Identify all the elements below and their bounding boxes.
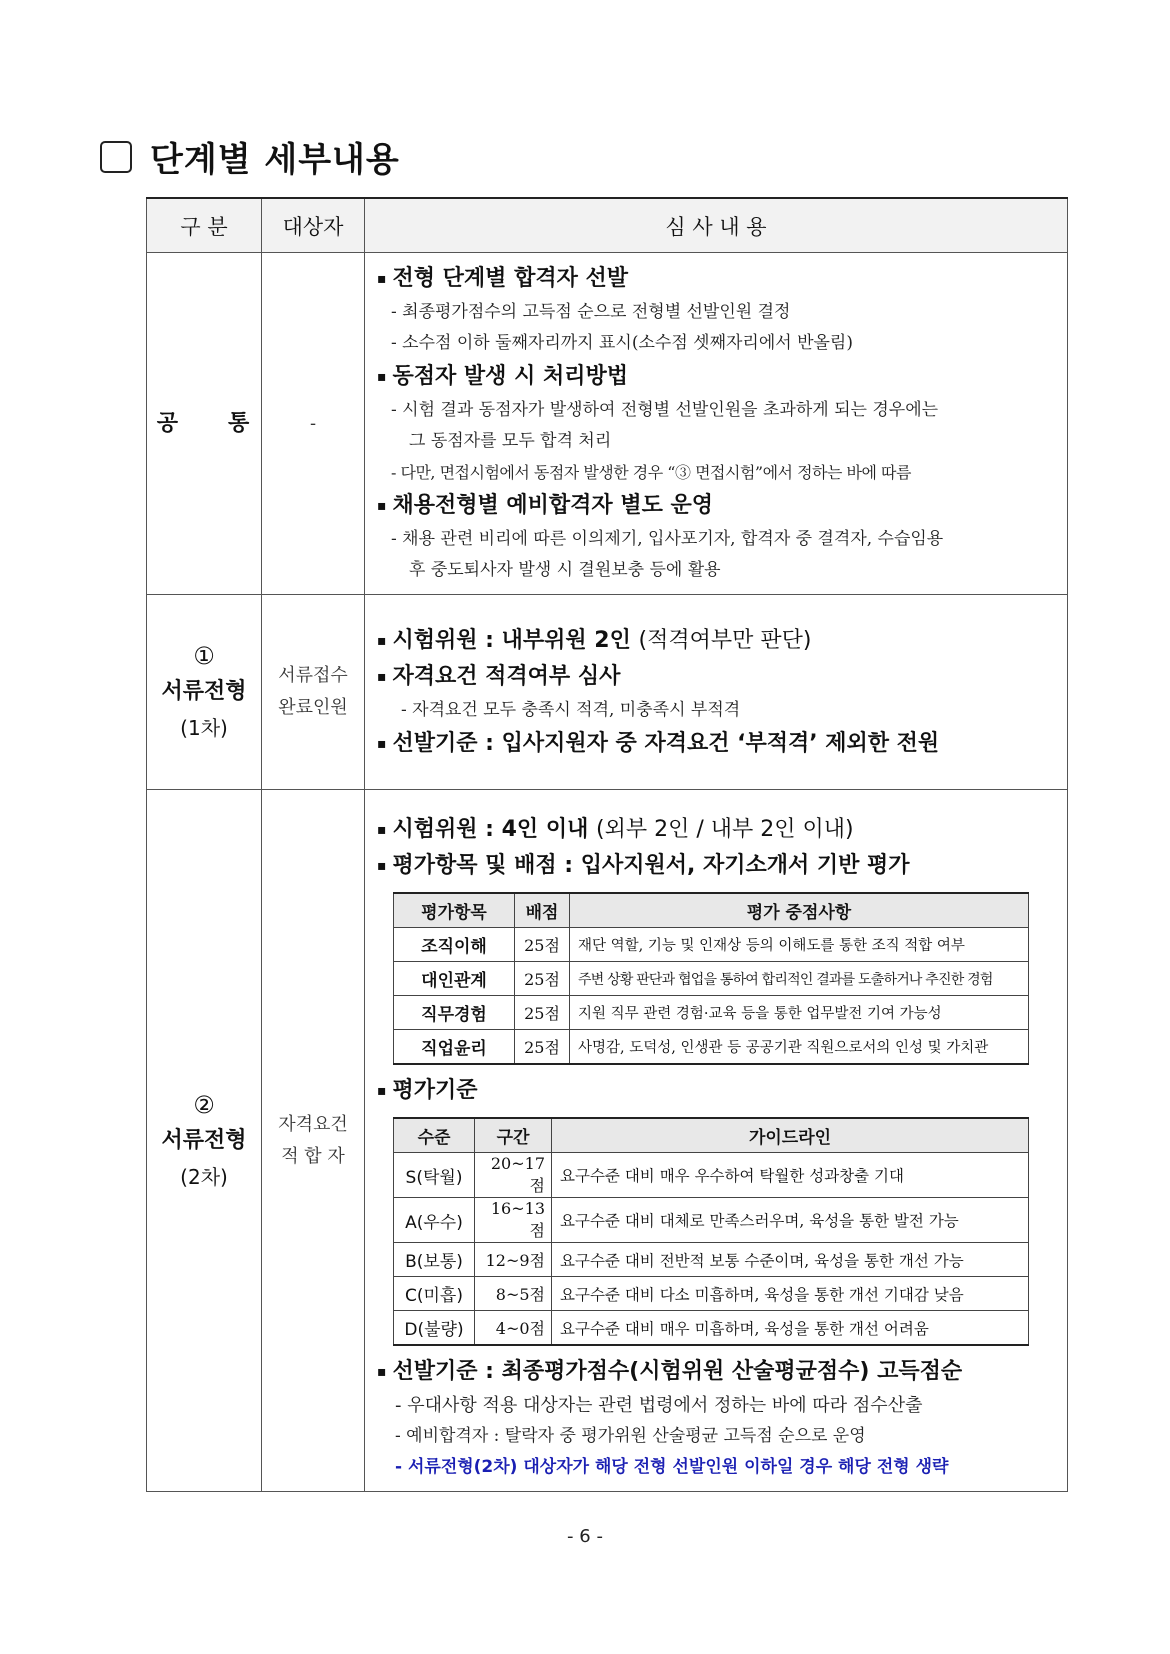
header-eval-score: 배점: [515, 893, 570, 928]
category-cell: [147, 790, 262, 1492]
bullet-heading: ▪ 선발기준 : 최종평가점수(시험위원 산술평균점수) 고득점순: [377, 1354, 1061, 1390]
eval-focus: 재단 역할, 기능 및 인재상 등의 이해도를 통한 조직 적합 여부: [570, 928, 1029, 962]
eval-focus: 사명감, 도덕성, 인생관 등 공공기관 직원으로서의 인성 및 가치관: [570, 1030, 1029, 1065]
table-row-common: [147, 253, 1068, 595]
dash-item-continued: 그 동점자를 모두 합격 처리: [409, 431, 612, 451]
criteria-level: A(우수): [394, 1198, 475, 1243]
criteria-guideline: 요구수준 대비 전반적 보통 수준이며, 육성을 통한 개선 가능: [552, 1243, 1029, 1277]
content-cell: [365, 790, 1068, 1492]
header-category: 구 분: [147, 198, 262, 253]
criteria-level: S(탁월): [394, 1153, 475, 1198]
header-range: 구간: [475, 1118, 552, 1153]
eval-item: 직업윤리: [394, 1030, 515, 1065]
eval-item: 대인관계: [394, 962, 515, 996]
target-line: 자격요건: [278, 1113, 348, 1135]
title-text: 단계별 세부내용: [150, 140, 400, 180]
table-row: [394, 996, 1029, 1030]
eval-item: 직무경험: [394, 996, 515, 1030]
table-header-row: [147, 198, 1068, 253]
bullet-heading: ▪ 시험위원 : 내부위원 2인 (적격여부만 판단): [377, 623, 1061, 659]
content-cell: [365, 253, 1068, 595]
bullet-heading: ▪ 전형 단계별 합격자 선발: [377, 261, 1061, 297]
page-title: [100, 132, 400, 181]
criteria-level: D(불량): [394, 1311, 475, 1346]
target-label: -: [309, 412, 317, 434]
eval-focus: 지원 직무 관련 경험·교육 등을 통한 업무발전 기여 가능성: [570, 996, 1029, 1030]
header-guideline: 가이드라인: [552, 1118, 1029, 1153]
category-sub: (1차): [180, 716, 228, 740]
criteria-range: 4~0점: [475, 1311, 552, 1346]
dash-item-continued: 후 중도퇴사자 발생 시 결원보충 등에 활용: [409, 560, 721, 580]
criteria-guideline: 요구수준 대비 대체로 만족스러우며, 육성을 통한 발전 가능: [552, 1198, 1029, 1243]
bullet-heading: ▪ 선발기준 : 입사지원자 중 자격요건 ‘부적격’ 제외한 전원: [377, 726, 1061, 762]
evaluation-criteria-table: [393, 1117, 1029, 1346]
eval-item: 조직이해: [394, 928, 515, 962]
bullet-heading: ▪ 시험위원 : 4인 이내 (외부 2인 / 내부 2인 이내): [377, 812, 1061, 848]
category-cell: [147, 595, 262, 790]
dash-item: - 다만, 면접시험에서 동점자 발생한 경우 “③ 면접시험”에서 정하는 바에 따름: [391, 463, 911, 482]
criteria-guideline: 요구수준 대비 매우 우수하여 탁월한 성과창출 기대: [552, 1153, 1029, 1198]
bullet-heading: ▪ 채용전형별 예비합격자 별도 운영: [377, 488, 1061, 524]
eval-score: 25점: [515, 996, 570, 1030]
category-sub: (2차): [180, 1164, 228, 1189]
category-label: 공 통: [156, 410, 252, 436]
header-target: 대상자: [262, 198, 365, 253]
inner-header-row: [394, 1118, 1029, 1153]
circled-number-2: ②: [193, 1090, 215, 1119]
bullet-heading: ▪ 평가기준: [377, 1073, 1061, 1109]
table-row: [394, 928, 1029, 962]
table-row: [394, 1153, 1029, 1198]
target-line: 완료인원: [278, 697, 348, 718]
dash-item: - 최종평가점수의 고득점 순으로 전형별 선발인원 결정: [391, 302, 791, 322]
target-cell: [262, 790, 365, 1492]
criteria-range: 16~13점: [475, 1198, 552, 1243]
checkbox-square-icon: [100, 141, 132, 173]
content-cell: [365, 595, 1068, 790]
category-cell: [147, 253, 262, 595]
note-blue: - 서류전형(2차) 대상자가 해당 전형 선발인원 이하일 경우 해당 전형 생략: [395, 1457, 949, 1477]
header-eval-item: 평가항목: [394, 893, 515, 928]
criteria-level: C(미흡): [394, 1277, 475, 1311]
evaluation-items-table: [393, 892, 1029, 1065]
bullet-heading: ▪ 자격요건 적격여부 심사: [377, 659, 1061, 695]
dash-item: - 자격요건 모두 충족시 적격, 미충족시 부적격: [401, 699, 741, 720]
dash-item: - 시험 결과 동점자가 발생하여 전형별 선발인원을 초과하게 되는 경우에는: [391, 400, 939, 420]
page-number: - 6 -: [567, 1526, 603, 1547]
header-level: 수준: [394, 1118, 475, 1153]
eval-score: 25점: [515, 928, 570, 962]
table-row: [394, 962, 1029, 996]
table-row-document-screening-1: [147, 595, 1068, 790]
header-content: 심 사 내 용: [365, 198, 1068, 253]
dash-item: - 소수점 이하 둘째자리까지 표시(소수점 셋째자리에서 반올림): [391, 333, 853, 353]
target-cell: [262, 253, 365, 595]
bullet-heading: ▪ 평가항목 및 배점 : 입사지원서, 자기소개서 기반 평가: [377, 848, 1061, 884]
target-line: 서류접수: [278, 665, 348, 686]
bullet-heading: ▪ 동점자 발생 시 처리방법: [377, 359, 1061, 395]
criteria-range: 12~9점: [475, 1243, 552, 1277]
table-row-document-screening-2: [147, 790, 1068, 1492]
dash-item: - 우대사항 적용 대상자는 관련 법령에서 정하는 바에 따라 점수산출: [395, 1395, 923, 1416]
eval-focus: 주변 상황 판단과 협업을 통하여 합리적인 결과를 도출하거나 추진한 경험: [570, 962, 1029, 996]
eval-score: 25점: [515, 962, 570, 996]
criteria-guideline: 요구수준 대비 다소 미흡하며, 육성을 통한 개선 기대감 낮음: [552, 1277, 1029, 1311]
table-row: [394, 1243, 1029, 1277]
dash-item: - 채용 관련 비리에 따른 이의제기, 입사포기자, 합격자 중 결격자, 수습임용: [391, 529, 944, 549]
table-row: [394, 1277, 1029, 1311]
eval-score: 25점: [515, 1030, 570, 1065]
criteria-range: 20~17점: [475, 1153, 552, 1198]
table-row: [394, 1030, 1029, 1065]
criteria-level: B(보통): [394, 1243, 475, 1277]
criteria-guideline: 요구수준 대비 매우 미흡하며, 육성을 통한 개선 어려움: [552, 1311, 1029, 1346]
category-label: 서류전형: [161, 1127, 247, 1153]
circled-number-1: ①: [193, 642, 215, 670]
criteria-range: 8~5점: [475, 1277, 552, 1311]
stage-detail-table: [146, 197, 1068, 1492]
category-label: 서류전형: [161, 679, 247, 704]
table-row: [394, 1311, 1029, 1346]
table-row: [394, 1198, 1029, 1243]
dash-item: - 예비합격자 : 탈락자 중 평가위원 산술평균 고득점 순으로 운영: [395, 1426, 866, 1446]
target-line: 적 합 자: [281, 1145, 345, 1167]
target-cell: [262, 595, 365, 790]
header-eval-focus: 평가 중점사항: [570, 893, 1029, 928]
inner-header-row: [394, 893, 1029, 928]
